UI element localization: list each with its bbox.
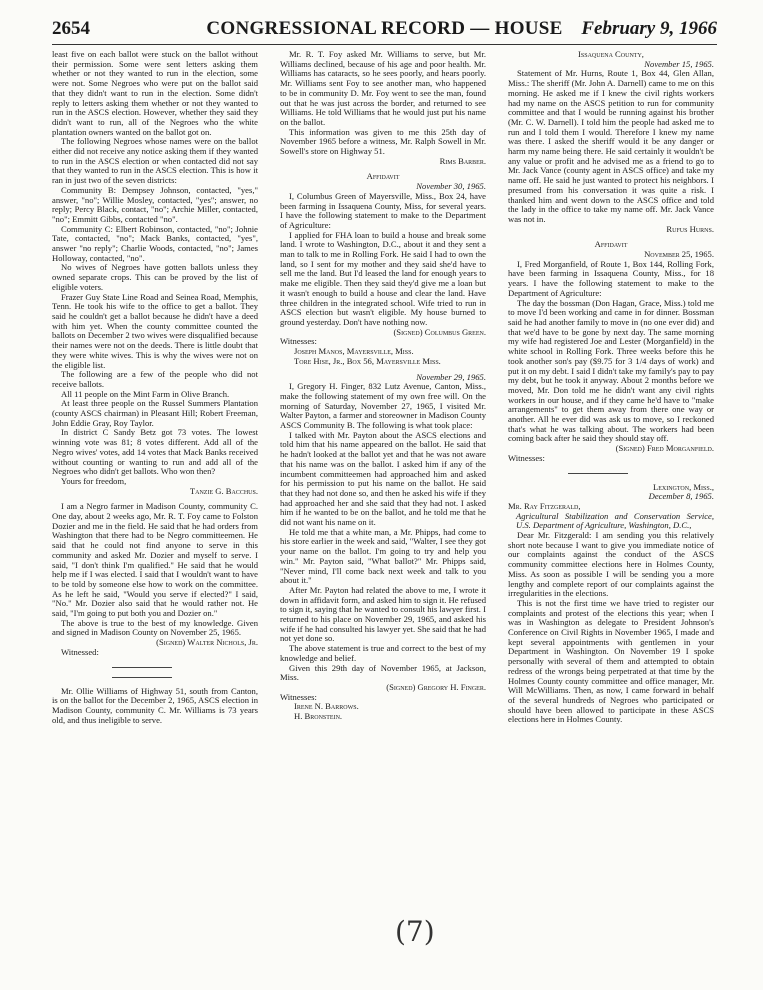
signature-line [568, 467, 628, 474]
witnesses-label: Witnesses: [280, 336, 317, 347]
signature: Rufus Hurns. [666, 223, 714, 234]
closing: Yours for freedom, [61, 475, 127, 486]
column-2 [280, 50, 486, 975]
paragraph: Given this 29th day of November 1965, at Jackson, Miss. [280, 662, 486, 683]
paragraph: I, Gregory H. Finger, 832 Lutz Avenue, Canton, Miss., make the following statement of my own free will. On the morning of Saturday, November 27, 1965, I visited Mr. Walter Payton, a farmer and storeowner in Madison County ASCS Community B. The following is what took place: [280, 381, 486, 431]
addressee-title: Agricultural Stabilization and Conservation Service, U.S. Department of Agriculture, Washington, D.C., [516, 510, 714, 531]
paragraph: I, Columbus Green of Mayersville, Miss., Box 24, have been farming in Issaquena County, Miss, for several years. I have the following statement to make to the Department of Agriculture: [280, 190, 486, 230]
paragraph: least five on each ballot were stuck on the ballot without their permission. Some were sent letters asking them whether or not they wanted to run in the election, some were not. Some Negroes who were put on the ballot said that they didn't want to run in the election. Some didn't reply to letters asking them whether or not they wanted to run in the ASCS election. However, whether they said they didn't want to run, all of the Negroes who the white plantation owners wanted on the ballot got on. [52, 50, 258, 137]
paragraph: The above is true to the best of my knowledge. Given and signed in Madison County on November 25, 1965. [52, 617, 258, 638]
signature: (Signed) Gregory H. Finger. [386, 682, 486, 692]
witnesses-label: Witnesses: [280, 691, 317, 702]
signature-line [112, 661, 172, 668]
signature: (Signed) Walter Nichols, Jr. [156, 637, 258, 648]
paragraph: Mr. Ollie Williams of Highway 51, south from Canton, is on the ballot for the December 2, 1965, ASCS election in Madison County, community C. Mr. Williams is 73 years old, and thus ineligible to serve. [52, 685, 258, 725]
paragraph: At least three people on the Russel Summers Plantation (county ASCS chairman) in Pleasant Hill; Robert Freeman, John Eddie Gray, Roy Taylor. [52, 398, 258, 428]
publication-title: CONGRESSIONAL RECORD — HOUSE [206, 18, 563, 39]
paragraph: I talked with Mr. Payton about the ASCS elections and told him that his name appeared on the ballot. He said that he hadn't looked at the ballot yet and that he was not aware that his name was on the ballot. I asked him if any of the incumbent committeemen had approached him and asked for his permission to put his name on the ballot. He said that they had not done so, and then he asked his wife if they had approached her and she said that they had not. I asked him if he wanted to be on the ballot, and he told me that he did not want his name on it. [280, 429, 486, 528]
paragraph: The following are a few of the people who did not receive ballots. [52, 369, 258, 389]
witness-name: Irene N. Barrows. [294, 701, 359, 712]
paragraph: Community C: Elbert Robinson, contacted, "no"; Johnie Tate, contacted, "no"; Mack Banks, contacted, "yes", answer "no reply"; Charlie Woods, contacted, "no"; James Holloway, contacted, "no". [52, 223, 258, 263]
column-1 [52, 50, 258, 975]
dateline: November 29, 1965. [416, 371, 486, 382]
paragraph: The above statement is true and correct to the best of my knowledge and belief. [280, 643, 486, 663]
paragraph: The following Negroes whose names were on the ballot either did not receive any notice asking them if they wanted to run in the ASCS election or when contacted did not say that they wanted to run in the ASCS election. This is how it ran in just two of the seven districts: [52, 136, 258, 186]
paragraph: All 11 people on the Mint Farm in Olive Branch. [61, 388, 230, 399]
page-number: 2654 [52, 18, 90, 39]
paragraph: Community B: Dempsey Johnson, contacted, "yes," answer, "no"; Willie Mosley, contacted, "yes"; answer, no reply; Percy Black, contact, "no"; Archie Miller, contacted, "no"; Emmitt Gibbs, contacted "no". [52, 184, 258, 224]
header-rule [52, 44, 717, 45]
paragraph: I, Fred Morganfield, of Route 1, Box 144, Rolling Fork, have been farming in Issaquena County, Miss., for 18 years. I have the following statement to make to the Department of Agriculture: [508, 258, 714, 298]
paragraph: After Mr. Payton had related the above to me, I wrote it down in affidavit form, and asked him to sign it. He refused to sign it, saying that he wanted to consult his lawyer first. I returned to his place on November 29, 1965, and asked his wife if he had consulted his lawyer yet. She said that he had not yet done so. [280, 584, 486, 644]
column-3 [508, 50, 714, 975]
witnesses-label: Witnesses: [508, 452, 545, 463]
dateline: December 8, 1965. [648, 491, 714, 502]
paragraph: This information was given to me this 25th day of November 1965 before a witness, Mr. Ralph Sowell in Mr. Sowell's store on Highway 51. [280, 126, 486, 157]
dateline: November 30, 1965. [416, 181, 486, 192]
paragraph: I applied for FHA loan to build a house and break some land. I wrote to Washington, D.C., about it and they sent a man to talk to me in Rolling Fork. He said I had to own the land, so I sent for my mother and they said she'd have to sell me the land. But I'd leased the land for enough years to make me eligible. Then they said they'd give me a loan but it wasn't enough to build a house and clear the land. Have three children in the integrated school. Wife tried to run in ASCS election but wasn't eligible. My house burned to ground yesterday. Don't have nothing now. [280, 229, 486, 327]
paragraph: This is not the first time we have tried to register our complaints and protest of the elections this year; when I was in Washington as delegate to President Johnson's Conference on Civil Rights in November 1965, I made and kept several appointments with gentlemen in your Department in Washington. On November 19 I spoke personally with several of them and attempted to obtain redress of the wrongs being perpetrated at that time by the Holmes County county committee and office manager, Mr. Will McWilliams. Then, as now, I came forward in behalf of the several hundreds of Negroes who participated or should have been allowed to participate in these ASCS elections here in Holmes County. [508, 597, 714, 725]
witness-name: Joseph Manos, Mayersville, Miss. [294, 346, 414, 357]
paragraph: No wives of Negroes have gotten ballots unless they owned separate crops. This can be proved by the list of eligible voters. [52, 262, 258, 292]
paragraph: Mr. R. T. Foy asked Mr. Williams to serve, but Mr. Williams declined, because of his age and poor health. Mr. Williams has cataracts, so he sees poorly, and hears poorly. Mr. Williams sent Foy to see another man, who happened to be in community D. Mr. Foy went to see the man, found out that he was just across the border, and returned to see Williams. He told Williams that he would just put his name on the ballot. [280, 50, 486, 127]
signature: (Signed) Columbus Green. [393, 326, 486, 337]
handwritten-margin-note: (7) [395, 915, 435, 948]
paragraph: Frazer Guy State Line Road and Seinea Road, Memphis, Tenn. He took his wife to the office to get a ballot. They said he couldn't get a ballot because he didn't have a deed with him yet. When the county committee counted the ballots on December 2 two wives were disqualified because their names were not on the deeds. There is little doubt that they were white wives. This is why the wives were not on the eligible list. [52, 291, 258, 370]
paragraph: He told me that a white man, a Mr. Phipps, had come to his store earlier in the week and said, "Walter, I see they got your name on the ballot. I'm going to try and help you win." Mr. Payton said, "What ballot?" Mr. Phipps said, "Never mind, I'll come back next week and talk to you about it." [280, 526, 486, 586]
signature: Rims Barber. [439, 155, 486, 166]
paragraph: Statement of Mr. Hurns, Route 1, Box 44, Glen Allan, Miss.: The sheriff (Mr. John A. Darnell) came to me on this morning. He asked me if I knew the civil rights workers had my name on the ASCS petition to run for community committee and that I would be running against his brother (Mr. C. W. Darnell). I told him the people had asked me to run and I told them I would. Therefore I knew my name was there. I asked the sheriff would it be any danger or harm my name being there. He said certainly it wouldn't be any value or profit and he advised me as a friend to go to Mr. Jack Vance (county agent in ASCS office) and take my name off. He said he just wanted to protect his neighbors. I presumed from his conversation it was quite a risk. I thanked him and went down to the ASCS office and told the lady in the office to take my name off. Mr. Jack Vance was not in. [508, 68, 714, 224]
dateline: November 25, 1965. [644, 249, 714, 260]
signature: (Signed) Fred Morganfield. [615, 443, 714, 454]
witness-name: H. Bronstein. [294, 711, 343, 722]
paragraph: Dear Mr. Fitzgerald: I am sending you this relatively short note because I want to give you immediate notice of our complaints against the conduct of the ASCS community committee elections here in Holmes County, Miss. As soon as possible I will be sending you a more lengthy and complete report of our complaints against the irregularities in the elections. [508, 530, 714, 599]
paragraph: The day the bossman (Don Hagan, Grace, Miss.) told me to move I'd been working and came in for dinner. Bossman said he had another family to move in (no one ever did) and that we'd have to be gone by next day. The same morning my wife had registered Joe and Lester (Morganfield) in the white school in Rolling Fork. Three weeks before this he took another son's pay ($9.75 for 3 1/4 days of work) and put it on my debt. I said I didn't take my family's pay to pay my debt, but he took it anyway. About 2 months before we moved, Mr. Don told me he didn't want any civil rights workers in our house, and if they came he'd have to "make arrangements" to get them away from there one way or another. All he ever did was ask us to move, so I reckoned that's what he was talking about. The workers had been coming back after he said they should stay off. [508, 297, 714, 444]
witnessed-label: Witnessed: [61, 646, 99, 657]
witness-name: Tore Hise, Jr., Box 56, Mayersville Miss. [294, 355, 441, 366]
paragraph: In district C Sandy Betz got 73 votes. The lowest winning vote was 81; 8 votes different. Add all of the Negro wives' votes, add 14 votes that Mack Banks received without counting or wanting to run and add all of the Negroes who didn't get ballots. Who won then? [52, 427, 258, 477]
section-heading: Affidavit [366, 171, 400, 182]
addressee: Mr. Ray Fitzgerald, [508, 500, 581, 511]
signature: Tanzie G. Bacchus. [189, 485, 258, 496]
section-heading: Affidavit [594, 239, 628, 250]
dateline: November 15, 1965. [644, 58, 714, 69]
page-header [52, 16, 717, 42]
issue-date: February 9, 1966 [581, 18, 717, 39]
signature-line [112, 671, 172, 678]
paragraph: I am a Negro farmer in Madison County, community C. One day, about 2 weeks ago, Mr. R. T. Foy came to Folston Dozier and me in the field. He said that he had orders from Washington that there had to be Negro committeemen. He said that he could not find anyone to serve in this community and asked Mr. Dozier and myself to serve. I said, "I don't think I'm qualified." He said that he would help me if I was elected. I said that I wouldn't want to have to be told by someone else how to work on the committee. As he left he said, "Would you serve if elected?" I said, "No." Mr. Dozier also said that he would rather not. He said, "I'm going to put both you and Dozier on." [52, 501, 258, 619]
place-heading: Lexington, Miss., [652, 481, 714, 492]
place-heading: Issaquena County, [578, 50, 644, 59]
